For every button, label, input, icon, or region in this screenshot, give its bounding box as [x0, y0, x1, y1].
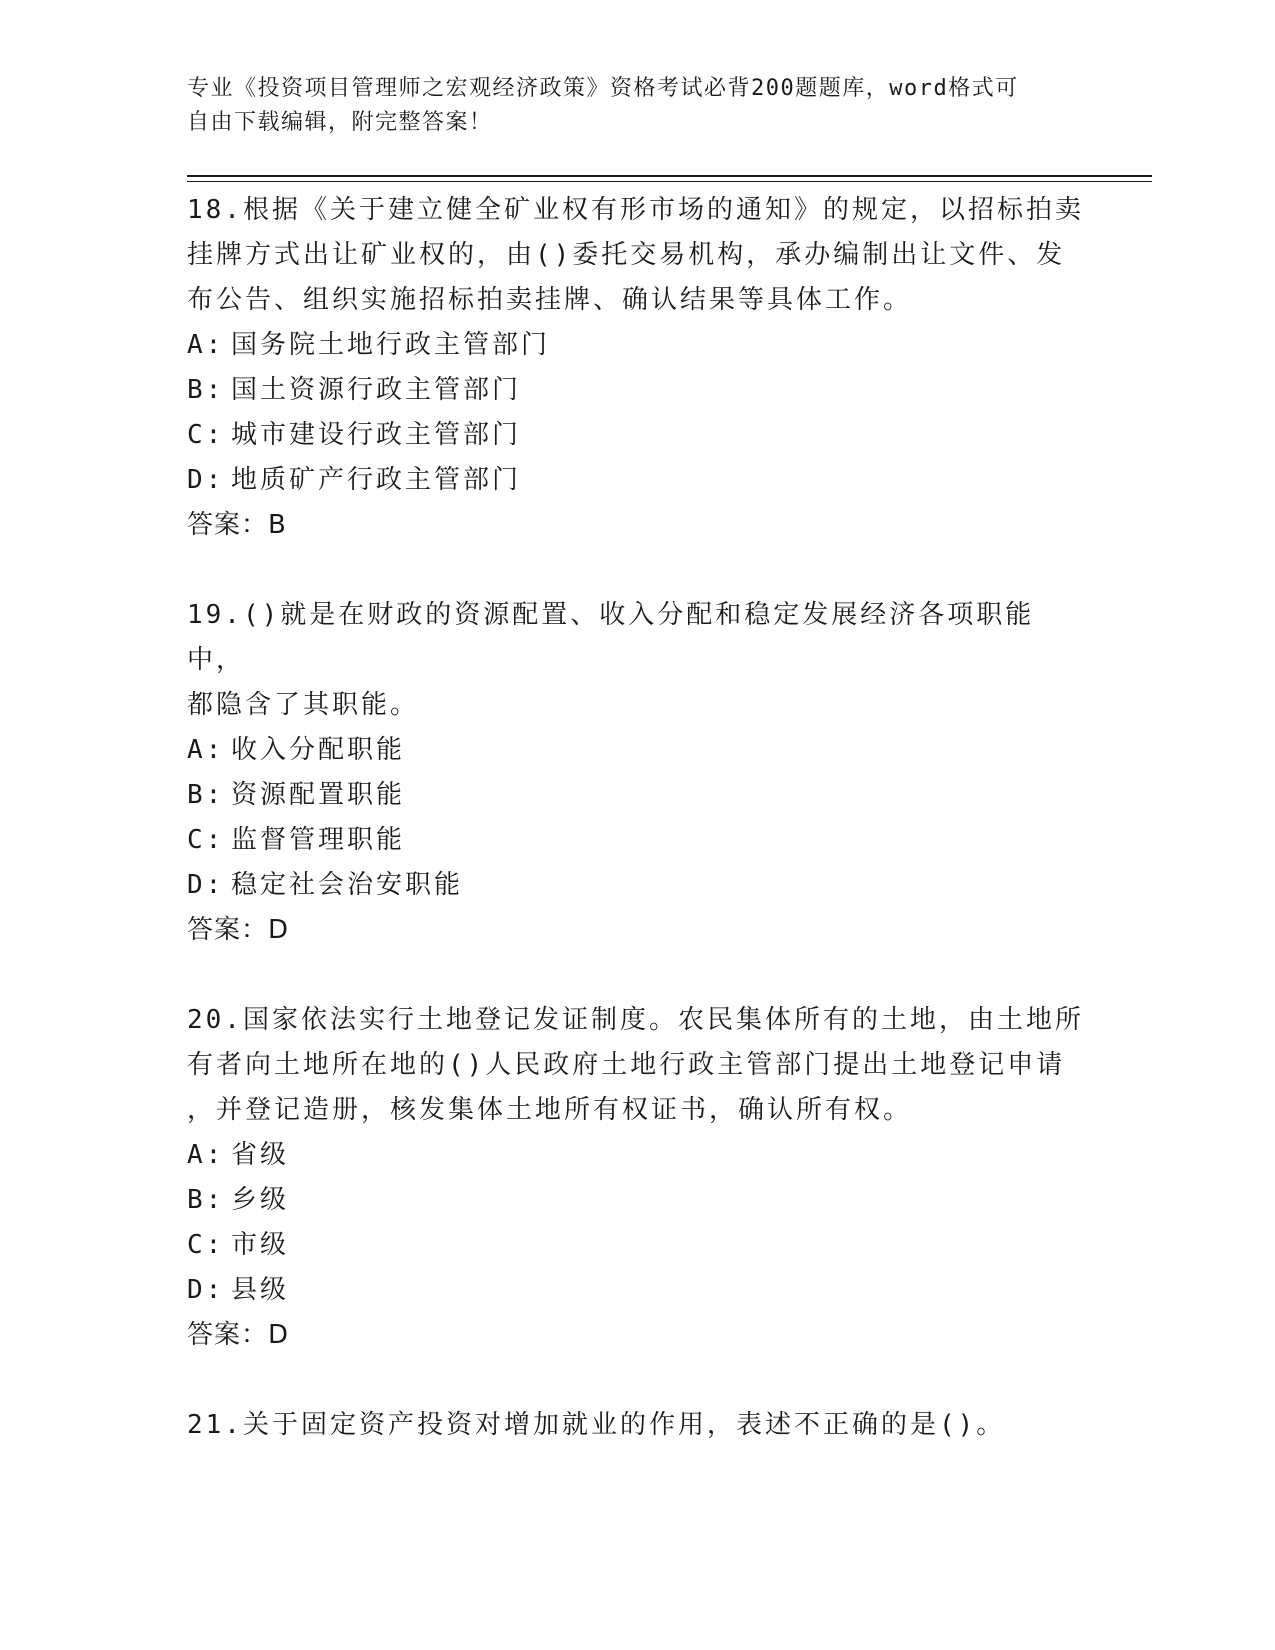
option-key: B: — [187, 780, 225, 810]
option-text: 乡级 — [231, 1185, 290, 1215]
header-line-2: 自由下载编辑，附完整答案！ — [187, 110, 493, 135]
option-b — [187, 1178, 1087, 1223]
stem-line: 都隐含了其职能。 — [187, 690, 420, 720]
question-20 — [187, 998, 1087, 1358]
option-key: A: — [187, 330, 225, 360]
option-key: D: — [187, 465, 225, 495]
option-text: 资源配置职能 — [231, 780, 406, 810]
option-b — [187, 773, 1087, 818]
option-key: C: — [187, 1230, 225, 1260]
options-list — [187, 1133, 1087, 1313]
stem-line: 布公告、组织实施招标拍卖挂牌、确认结果等具体工作。 — [187, 285, 913, 315]
options-list — [187, 323, 1087, 503]
option-text: 市级 — [231, 1230, 290, 1260]
header-divider-thin — [187, 181, 1152, 182]
option-text: 县级 — [231, 1275, 290, 1305]
options-list — [187, 728, 1087, 908]
stem-line: 21.关于固定资产投资对增加就业的作用，表述不正确的是()。 — [187, 1410, 1006, 1440]
question-21 — [187, 1403, 1087, 1448]
option-c — [187, 413, 1087, 458]
question-stem — [187, 188, 1087, 323]
question-18 — [187, 188, 1087, 548]
answer-line: 答案：B — [187, 510, 287, 540]
answer-line: 答案：D — [187, 1320, 290, 1350]
question-stem — [187, 998, 1087, 1133]
stem-line: 有者向土地所在地的()人民政府土地行政主管部门提出土地登记申请 — [187, 1050, 1066, 1080]
option-a — [187, 1133, 1087, 1178]
stem-line: 18.根据《关于建立健全矿业权有形市场的通知》的规定，以招标拍卖 — [187, 195, 1084, 225]
option-a — [187, 323, 1087, 368]
question-stem — [187, 1403, 1087, 1448]
question-list — [187, 188, 1087, 1493]
option-d — [187, 1268, 1087, 1313]
option-text: 地质矿产行政主管部门 — [231, 465, 522, 495]
option-text: 监督管理职能 — [231, 825, 406, 855]
option-text: 国土资源行政主管部门 — [231, 375, 522, 405]
option-a — [187, 728, 1087, 773]
stem-line: ，并登记造册，核发集体土地所有权证书，确认所有权。 — [187, 1095, 913, 1125]
option-key: D: — [187, 1275, 225, 1305]
option-key: C: — [187, 420, 225, 450]
option-text: 稳定社会治安职能 — [231, 870, 464, 900]
question-stem — [187, 593, 1087, 728]
option-d — [187, 458, 1087, 503]
document-header — [187, 72, 1067, 140]
option-text: 城市建设行政主管部门 — [231, 420, 522, 450]
option-key: C: — [187, 825, 225, 855]
option-key: B: — [187, 375, 225, 405]
option-text: 收入分配职能 — [231, 735, 406, 765]
option-c — [187, 818, 1087, 863]
option-b — [187, 368, 1087, 413]
option-c — [187, 1223, 1087, 1268]
header-line-1: 专业《投资项目管理师之宏观经济政策》资格考试必背200题题库，word格式可 — [187, 76, 1019, 101]
option-text: 国务院土地行政主管部门 — [231, 330, 551, 360]
option-d — [187, 863, 1087, 908]
answer-line: 答案：D — [187, 915, 290, 945]
question-19 — [187, 593, 1087, 953]
stem-line: 挂牌方式出让矿业权的，由()委托交易机构，承办编制出让文件、发 — [187, 240, 1066, 270]
stem-line: 20.国家依法实行土地登记发证制度。农民集体所有的土地，由土地所 — [187, 1005, 1084, 1035]
option-key: A: — [187, 735, 225, 765]
option-key: B: — [187, 1185, 225, 1215]
header-divider-thick — [187, 175, 1152, 177]
option-key: D: — [187, 870, 225, 900]
stem-line: 19.()就是在财政的资源配置、收入分配和稳定发展经济各项职能中， — [187, 600, 1035, 675]
option-key: A: — [187, 1140, 225, 1170]
option-text: 省级 — [231, 1140, 290, 1170]
